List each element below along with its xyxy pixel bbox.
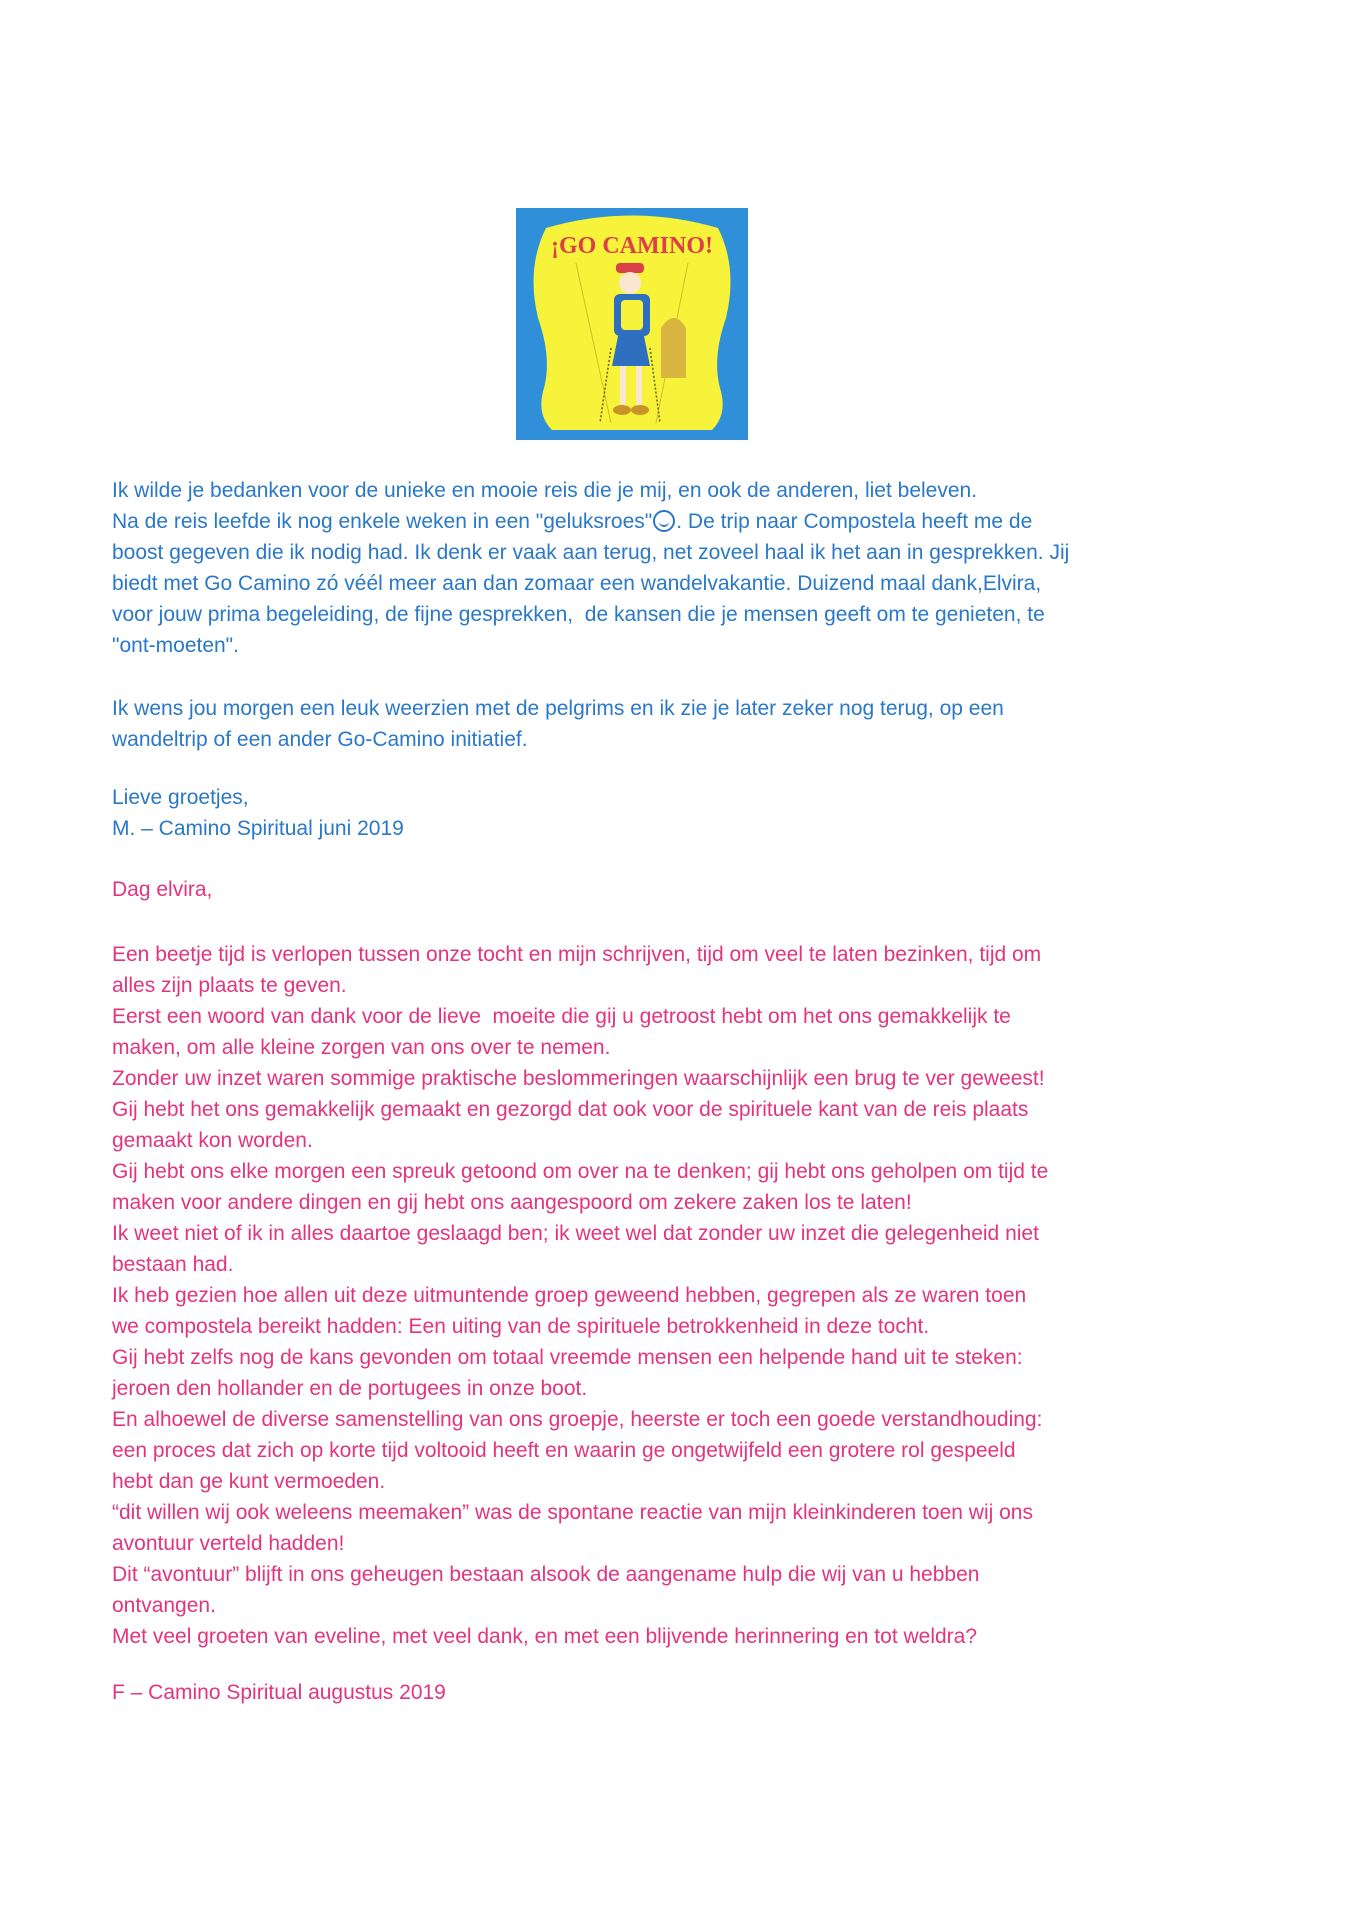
letter2-body (112, 939, 1242, 1652)
signature: F – Camino Spiritual augustus 2019 (112, 1681, 446, 1704)
text-line (112, 506, 1242, 537)
text-line: Dit “avontuur” blijft in ons geheugen bestaan alsook de aangename hulp die wij van u hebben (112, 1563, 980, 1586)
text-line: boost gegeven die ik nodig had. Ik denk er vaak aan terug, net zoveel haal ik het aan in gesprekken. Jij (112, 541, 1070, 564)
text-line: Ik weet niet of ik in alles daartoe geslaagd ben; ik weet wel dat zonder uw inzet die gelegenheid niet (112, 1222, 1039, 1245)
text-line: Met veel groeten van eveline, met veel dank, en met een blijvende herinnering en tot weldra? (112, 1625, 978, 1648)
letter2-greeting (112, 874, 1242, 905)
text-line: Zonder uw inzet waren sommige praktische beslommeringen waarschijnlijk een brug te ver geweest! (112, 1067, 1045, 1090)
letter2-signoff (112, 1677, 1242, 1708)
text-line: alles zijn plaats te geven. (112, 974, 347, 997)
text-line: maken voor andere dingen en gij hebt ons aangespoord om zekere zaken los te laten! (112, 1191, 912, 1214)
closing: Lieve groetjes, (112, 786, 249, 809)
text-line: Een beetje tijd is verlopen tussen onze tocht en mijn schrijven, tijd om veel te laten bezinken, tijd om (112, 943, 1042, 966)
greeting: Dag elvira, (112, 878, 213, 901)
text-line: Ik wens jou morgen een leuk weerzien met de pelgrims en ik zie je later zeker nog terug, op een (112, 697, 1004, 720)
text-line: jeroen den hollander en de portugees in onze boot. (112, 1377, 588, 1400)
text-segment: . De trip naar Compostela heeft me de (676, 510, 1033, 533)
letter1-paragraph1 (112, 475, 1242, 661)
text-line: voor jouw prima begeleiding, de fijne gesprekken, de kansen die je mensen geeft om te genieten, te (112, 603, 1045, 626)
text-line: wandeltrip of een ander Go-Camino initiatief. (112, 728, 528, 751)
text-line: gemaakt kon worden. (112, 1129, 313, 1152)
signature: M. – Camino Spiritual juni 2019 (112, 817, 404, 840)
go-camino-logo (516, 208, 748, 440)
text-line: maken, om alle kleine zorgen van ons over te nemen. (112, 1036, 611, 1059)
text-line: hebt dan ge kunt vermoeden. (112, 1470, 386, 1493)
text-line: “dit willen wij ook weleens meemaken” was de spontane reactie van mijn kleinkinderen toen wij ons (112, 1501, 1033, 1524)
text-line: bestaan had. (112, 1253, 234, 1276)
text-line: Gij hebt het ons gemakkelijk gemaakt en gezorgd dat ook voor de spirituele kant van de reis plaats (112, 1098, 1029, 1121)
text-line: een proces dat zich op korte tijd voltooid heeft en waarin ge ongetwijfeld een grotere rol gespeeld (112, 1439, 1016, 1462)
text-line: Gij hebt zelfs nog de kans gevonden om totaal vreemde mensen een helpende hand uit te steken: (112, 1346, 1023, 1369)
svg-text:¡GO CAMINO!: ¡GO CAMINO! (551, 233, 713, 259)
text-line: ontvangen. (112, 1594, 216, 1617)
smiley-icon (653, 510, 675, 532)
letter1-signoff (112, 782, 1242, 844)
text-line: biedt met Go Camino zó véél meer aan dan zomaar een wandelvakantie. Duizend maal dank,Elvira, (112, 572, 1042, 595)
text-line: "ont-moeten". (112, 634, 239, 657)
text-line: Ik heb gezien hoe allen uit deze uitmuntende groep geweend hebben, gegrepen als ze waren toen (112, 1284, 1027, 1307)
text-line: Gij hebt ons elke morgen een spreuk getoond om over na te denken; gij hebt ons geholpen om tijd te (112, 1160, 1049, 1183)
letter1-paragraph2 (112, 693, 1242, 755)
text-segment: Na de reis leefde ik nog enkele weken in een "geluksroes" (112, 510, 653, 533)
text-line: avontuur verteld hadden! (112, 1532, 345, 1555)
text-line: En alhoewel de diverse samenstelling van ons groepje, heerste er toch een goede verstandhouding: (112, 1408, 1043, 1431)
text-line: Ik wilde je bedanken voor de unieke en mooie reis die je mij, en ook de anderen, liet beleven. (112, 479, 978, 502)
text-line: we compostela bereikt hadden: Een uiting van de spirituele betrokkenheid in deze tocht. (112, 1315, 930, 1338)
text-line: Eerst een woord van dank voor de lieve moeite die gij u getroost hebt om het ons gemakkelijk te (112, 1005, 1011, 1028)
